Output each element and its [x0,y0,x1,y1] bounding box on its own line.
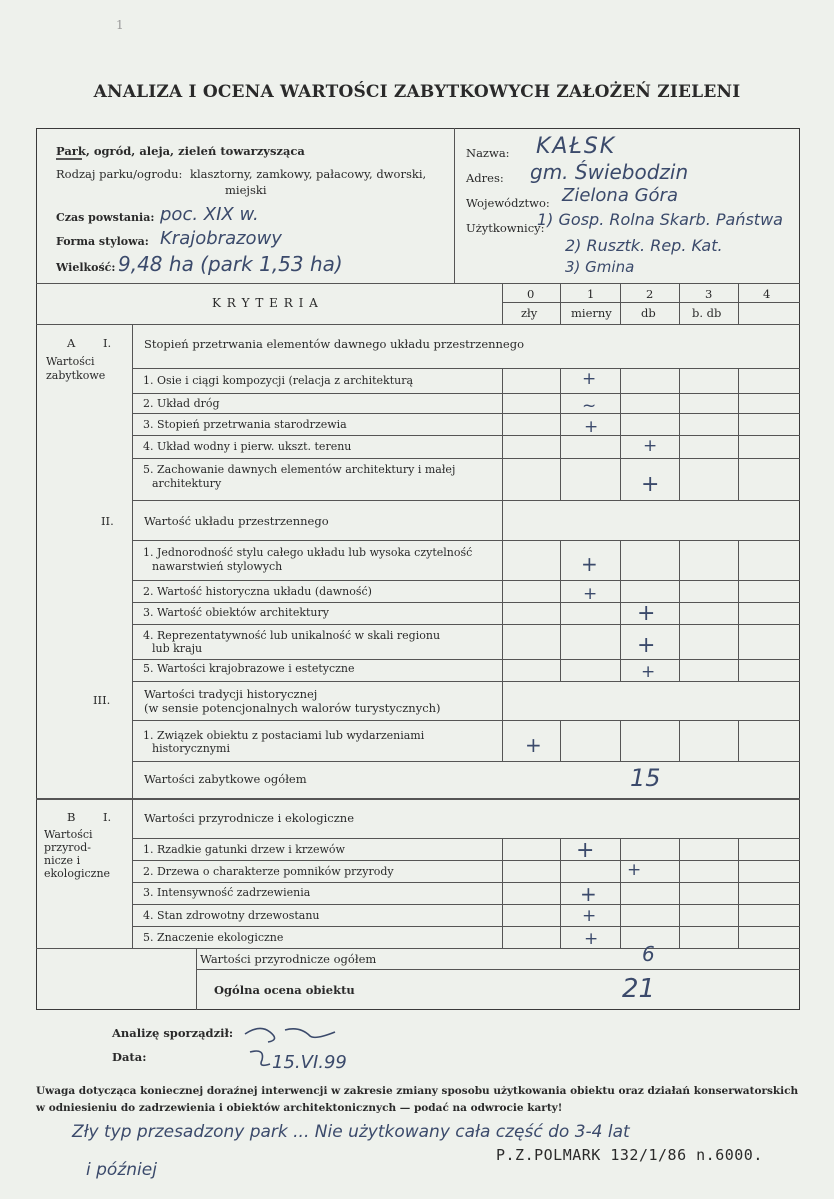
score-1-num: 1 [587,287,595,301]
score-1-label: mierny [571,306,612,320]
forma-value: Krajobrazowy [160,228,282,249]
score-0-label: zły [521,306,538,320]
rodzaj-options-2: miejski [225,183,267,197]
section-a-name-2: zabytkowe [46,369,106,382]
mark-b-3: + [580,882,597,906]
underline-park [56,158,82,160]
b-item-4: 4. Stan zdrowotny drzewostanu [143,909,320,922]
score-4-num: 4 [763,287,771,301]
section-a-code: A [67,336,76,350]
page-title: ANALIZA I OCENA WARTOŚCI ZABYTKOWYCH ZAŁOŻEŃ ZIELENI [93,82,741,102]
top-mark: 1 [116,18,124,32]
group1-item-2: 2. Układ dróg [143,397,220,410]
mark-a1-2: ~ [582,396,597,416]
uzyt-value-3: 3) Gmina [565,258,635,276]
hline-g2-r2 [132,602,800,603]
printer-code: P.Z.POLMARK 132/1/86 n.6000. [496,1146,763,1164]
header-vdivider [454,128,455,283]
wielkosc-value: 9,48 ha (park 1,53 ha) [118,252,343,276]
mark-b-1: + [576,838,595,863]
cover-group2-title [503,501,799,540]
group2-title: Wartość układu przestrzennego [144,514,329,528]
section-a-total-value: 15 [630,764,661,792]
mark-a1-5: + [641,472,660,497]
analiza-label: Analizę sporządził: [112,1026,234,1040]
hline-group2 [132,540,800,541]
vline-b-total [196,948,197,1010]
group1-item-5b: architektury [152,477,222,490]
section-a-roman: I. [103,336,112,350]
b-item-5: 5. Znaczenie ekologiczne [143,931,284,944]
nazwa-value: KAŁSK [536,134,617,159]
hline-g2-r3 [132,624,800,625]
czas-value: poc. XIX w. [160,204,259,225]
group1-item-3: 3. Stopień przetrwania starodrzewia [143,418,347,431]
handwritten-note-1: Zły typ przesadzony park ... Nie użytkowany cała część do 3-4 lat [72,1122,630,1142]
group3-item-1: 1. Związek obiektu z postaciami lub wydarzeniami [143,729,425,742]
group3-title-1: Wartości tradycji historycznej [144,687,318,701]
b-item-2: 2. Drzewa o charakterze pomników przyrody [143,865,394,878]
vline-col3-header [679,283,680,324]
mark-b-5: + [584,929,599,949]
mark-a2-3: + [637,601,656,626]
section-a-group2-roman: II. [101,514,114,528]
group2-item-1: 1. Jednorodność stylu całego układu lub wysoka czytelność [143,546,473,559]
score-2-label: db [641,306,656,320]
group1-item-1: 1. Osie i ciągi kompozycji (relacja z architekturą [143,374,414,387]
b-item-1: 1. Rzadkie gatunki drzew i krzewów [143,843,345,856]
group1-item-4: 4. Układ wodny i pierw. ukszt. terenu [143,440,352,453]
group2-item-3: 3. Wartość obiektów architektury [143,606,329,619]
hline-b-title [132,838,800,839]
hline-b-r3 [132,904,800,905]
header-line1: Park, ogród, aleja, zieleń towarzysząca [56,144,305,158]
vline-col0-header [502,283,503,324]
hline-b-total [196,969,800,970]
group2-item-1b: nawarstwień stylowych [152,560,283,573]
section-a-name-1: Wartości [46,355,95,368]
hline-section-a-end [36,798,800,800]
uzyt-label: Użytkownicy: [466,221,545,235]
hline-b-r4 [132,926,800,927]
note-line2: w odniesieniu do zadrzewienia i obiektów architektonicznych — podać na odwrocie karty! [36,1102,563,1114]
section-b-total-value: 6 [642,942,655,966]
section-b-name-4: ekologiczne [44,867,111,880]
uzyt-value-1: 1) Gosp. Rolna Skarb. Państwa [537,210,783,229]
hline-b-r1 [132,860,800,861]
hline-g2-r4 [132,659,800,660]
group1-item-5: 5. Zachowanie dawnych elementów architektury i małej [143,463,456,476]
hline-g1-r4 [132,458,800,459]
hline-g1-r2 [132,413,800,414]
hline-group1 [132,368,800,369]
vline-col0-b [502,838,503,948]
hline-header-bottom [36,324,800,325]
czas-label: Czas powstania: [56,211,155,224]
vline-col2-b [620,838,621,948]
section-b-name-1: Wartości [44,828,93,841]
mark-b-4: + [582,906,597,926]
overall-value: 21 [622,974,656,1004]
hline-g1-r1 [132,393,800,394]
forma-label: Forma stylowa: [56,235,149,248]
uzyt-value-2: 2) Rusztk. Rep. Kat. [565,236,723,255]
note-line1: Uwaga dotycząca koniecznej doraźnej interwencji w zakresie zmiany sposobu użytkowania obiektu oraz działań konserwatorskich [36,1085,799,1097]
section-b-name-3: nicze i [44,854,81,867]
mark-a2-1: + [581,552,598,576]
mark-b-2: + [627,860,642,880]
woj-value: Zielona Góra [562,185,678,206]
hline-g1-r3 [132,435,800,436]
vline-col4-b [738,838,739,948]
hline-header-top [36,283,800,284]
mark-a2-4: + [637,633,656,658]
vline-col1-header [560,283,561,324]
woj-label: Województwo: [466,196,550,210]
data-label: Data: [112,1050,147,1064]
data-value: 15.VI.99 [272,1052,347,1073]
hline-b-end [36,948,800,949]
handwritten-note-2: i później [86,1160,157,1180]
vline-section-a [132,324,133,798]
section-b-title: Wartości przyrodnicze i ekologiczne [144,811,355,825]
section-b-name-2: przyrod- [44,841,91,854]
adres-label: Adres: [466,171,504,185]
hline-scores-mid [502,302,800,303]
group3-title-2: (w sensie potencjonalnych walorów turystycznych) [144,701,441,715]
nazwa-label: Nazwa: [466,146,510,160]
mark-a3-1: + [525,733,542,757]
b-item-3: 3. Intensywność zadrzewienia [143,886,311,899]
mark-a2-2: + [583,584,598,604]
vline-col2-header [620,283,621,324]
section-a-total-label: Wartości zabytkowe ogółem [144,772,307,786]
group2-item-2: 2. Wartość historyczna układu (dawność) [143,585,372,598]
hline-g2-r1 [132,580,800,581]
section-a-group3-roman: III. [93,693,111,707]
section-b-total-label: Wartości przyrodnicze ogółem [200,952,377,966]
vline-col4-header [738,283,739,324]
kryteria-label: K R Y T E R I A [212,296,319,310]
mark-a1-4: + [643,436,658,456]
score-3-label: b. db [692,306,722,320]
adres-value: gm. Świebodzin [530,160,689,184]
group2-item-4: 4. Reprezentatywność lub unikalność w skali regionu [143,629,441,642]
overall-label: Ogólna ocena obiektu [214,983,355,997]
rodzaj-label: Rodzaj parku/ogrodu: [56,167,183,181]
cover-group3-title [503,682,799,720]
score-2-num: 2 [646,287,654,301]
group3-item-1b: historycznymi [152,742,230,755]
vline-col1-b [560,838,561,948]
rodzaj-options-1: klasztorny, zamkowy, pałacowy, dworski, [190,167,427,181]
group2-item-4b: lub kraju [152,642,203,655]
section-b-code: B [67,810,76,824]
hline-group3 [132,720,800,721]
hline-b-r2 [132,882,800,883]
hline-g3-end [132,761,800,762]
wielkosc-label: Wielkość: [56,261,116,274]
vline-col3-b [679,838,680,948]
score-3-num: 3 [705,287,713,301]
mark-a1-3: + [584,417,599,437]
score-0-num: 0 [527,287,535,301]
mark-a1-1: + [582,369,597,389]
group2-item-5: 5. Wartości krajobrazowe i estetyczne [143,662,355,675]
mark-a2-5: + [641,662,656,682]
section-b-roman: I. [103,810,112,824]
group1-title: Stopień przetrwania elementów dawnego układu przestrzennego [144,337,525,351]
